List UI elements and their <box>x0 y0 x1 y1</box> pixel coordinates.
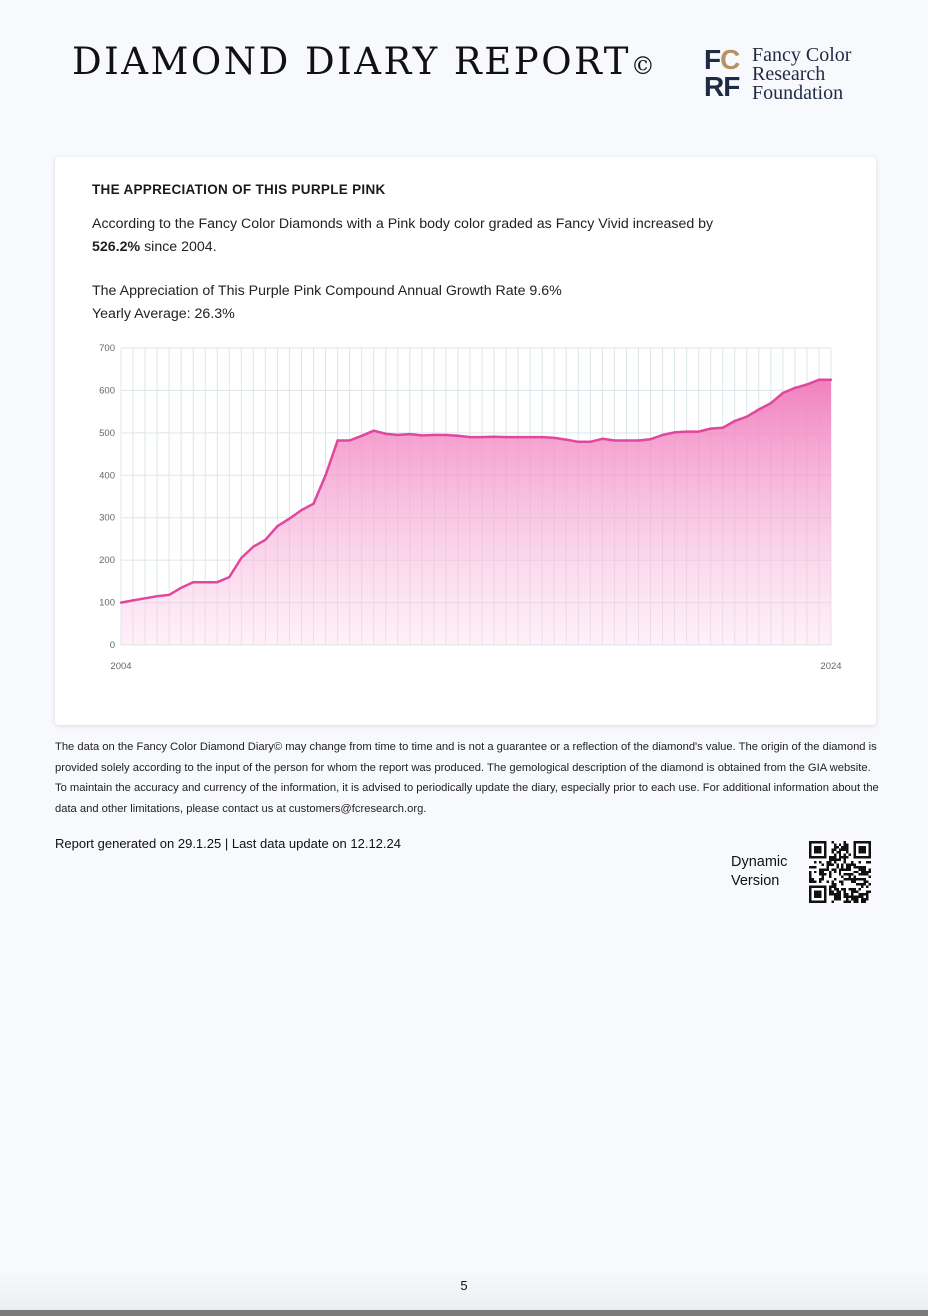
chart-data-point <box>421 434 423 436</box>
cagr-text: The Appreciation of This Purple Pink Compound Annual Growth Rate 9.6% <box>92 283 562 299</box>
card-heading: THE APPRECIATION OF THIS PURPLE PINK <box>92 182 386 197</box>
chart-data-point <box>565 438 567 440</box>
chart-data-point <box>493 435 495 437</box>
chart-data-point <box>409 433 411 435</box>
chart-data-point <box>830 379 832 381</box>
y-tick-label: 500 <box>99 427 115 439</box>
chart-data-point <box>192 581 194 583</box>
chart-data-point <box>168 594 170 596</box>
chart-data-point <box>348 439 350 441</box>
chart-data-point <box>661 434 663 436</box>
chart-data-point <box>373 430 375 432</box>
x-tick-label: 2024 <box>820 661 842 672</box>
chart-data-point <box>758 408 760 410</box>
chart-data-point <box>360 435 362 437</box>
chart-data-point <box>228 576 230 578</box>
chart-data-point <box>806 383 808 385</box>
chart-data-point <box>794 387 796 389</box>
y-tick-label: 300 <box>99 512 115 524</box>
chart-data-point <box>721 427 723 429</box>
chart-data-point <box>445 434 447 436</box>
chart-data-point <box>216 581 218 583</box>
chart-data-point <box>481 436 483 438</box>
y-tick-label: 200 <box>99 555 115 567</box>
appreciation-value: 526.2% <box>92 239 141 255</box>
chart-area-fill <box>121 380 831 645</box>
chart-data-point <box>782 392 784 394</box>
chart-data-point <box>385 433 387 435</box>
chart-data-point <box>734 420 736 422</box>
chart-data-point <box>144 597 146 599</box>
chart-data-point <box>204 581 206 583</box>
page-bottom-bar <box>0 1310 928 1316</box>
chart-data-point <box>132 599 134 601</box>
chart-data-point <box>529 436 531 438</box>
appreciation-description: According to the Fancy Color Diamonds with a Pink body color graded as Fancy Vivid increased by 526.2% since 2004. <box>92 216 714 255</box>
fcrf-logo <box>704 46 874 106</box>
chart-data-point <box>697 430 699 432</box>
disclaimer-text: The data on the Fancy Color Diamond Diary© may change from time to time and is not a guarantee or a reflection of the diamond's value. The origin of the diamond is provided solely according to the input of the person for whom the report was produced. The gemological description of the diamond is obtained from the GIA website. To maintain the accuracy and currency of the information, it is advised to periodically update the diary, especially prior to each use. For additional information about the data and other limitations, please contact us at customers@fcresearch.org. <box>55 741 879 815</box>
chart-data-point <box>577 441 579 443</box>
chart-data-point <box>553 437 555 439</box>
chart-data-point <box>541 436 543 438</box>
dynamic-version-label[interactable]: Dynamic Version <box>731 854 788 889</box>
y-tick-label: 700 <box>99 343 115 354</box>
chart-data-point <box>336 439 338 441</box>
chart-data-point <box>156 595 158 597</box>
chart-data-point <box>649 438 651 440</box>
appreciation-chart <box>55 157 876 725</box>
chart-data-point <box>324 474 326 476</box>
y-tick-label: 0 <box>109 640 115 651</box>
appreciation-card <box>55 157 876 725</box>
report-generated-info: Report generated on 29.1.25 | Last data update on 12.12.24 <box>55 836 401 851</box>
chart-data-point <box>601 438 603 440</box>
chart-data-point <box>264 539 266 541</box>
chart-data-point <box>770 402 772 404</box>
chart-data-point <box>433 434 435 436</box>
chart-data-point <box>276 525 278 527</box>
y-tick-label: 400 <box>99 470 115 482</box>
chart-data-point <box>120 601 122 603</box>
chart-data-point <box>288 517 290 519</box>
chart-data-point <box>637 439 639 441</box>
page-number: 5 <box>460 1278 468 1293</box>
chart-data-point <box>625 439 627 441</box>
chart-data-point <box>397 434 399 436</box>
logo-mark: FC RF <box>704 44 740 102</box>
chart-data-point <box>180 587 182 589</box>
qr-code-icon[interactable] <box>809 841 871 903</box>
chart-data-point <box>300 509 302 511</box>
yearly-average-text: Yearly Average: 26.3% <box>92 306 235 322</box>
logo-wordmark: Fancy Color Research Foundation <box>752 44 852 104</box>
chart-data-point <box>312 503 314 505</box>
chart-data-point <box>685 430 687 432</box>
chart-data-point <box>818 379 820 381</box>
y-tick-label: 600 <box>99 385 115 397</box>
chart-data-point <box>613 439 615 441</box>
chart-data-point <box>252 545 254 547</box>
chart-data-point <box>469 436 471 438</box>
y-tick-label: 100 <box>99 597 115 609</box>
report-title: DIAMOND DIARY REPORT© <box>72 40 655 83</box>
chart-data-point <box>505 436 507 438</box>
chart-data-point <box>240 557 242 559</box>
chart-data-point <box>746 416 748 418</box>
chart-data-point <box>589 441 591 443</box>
chart-data-point <box>673 431 675 433</box>
chart-data-point <box>709 427 711 429</box>
chart-data-point <box>517 436 519 438</box>
x-tick-label: 2004 <box>110 661 132 672</box>
copyright-symbol: © <box>630 52 655 80</box>
chart-data-point <box>457 435 459 437</box>
